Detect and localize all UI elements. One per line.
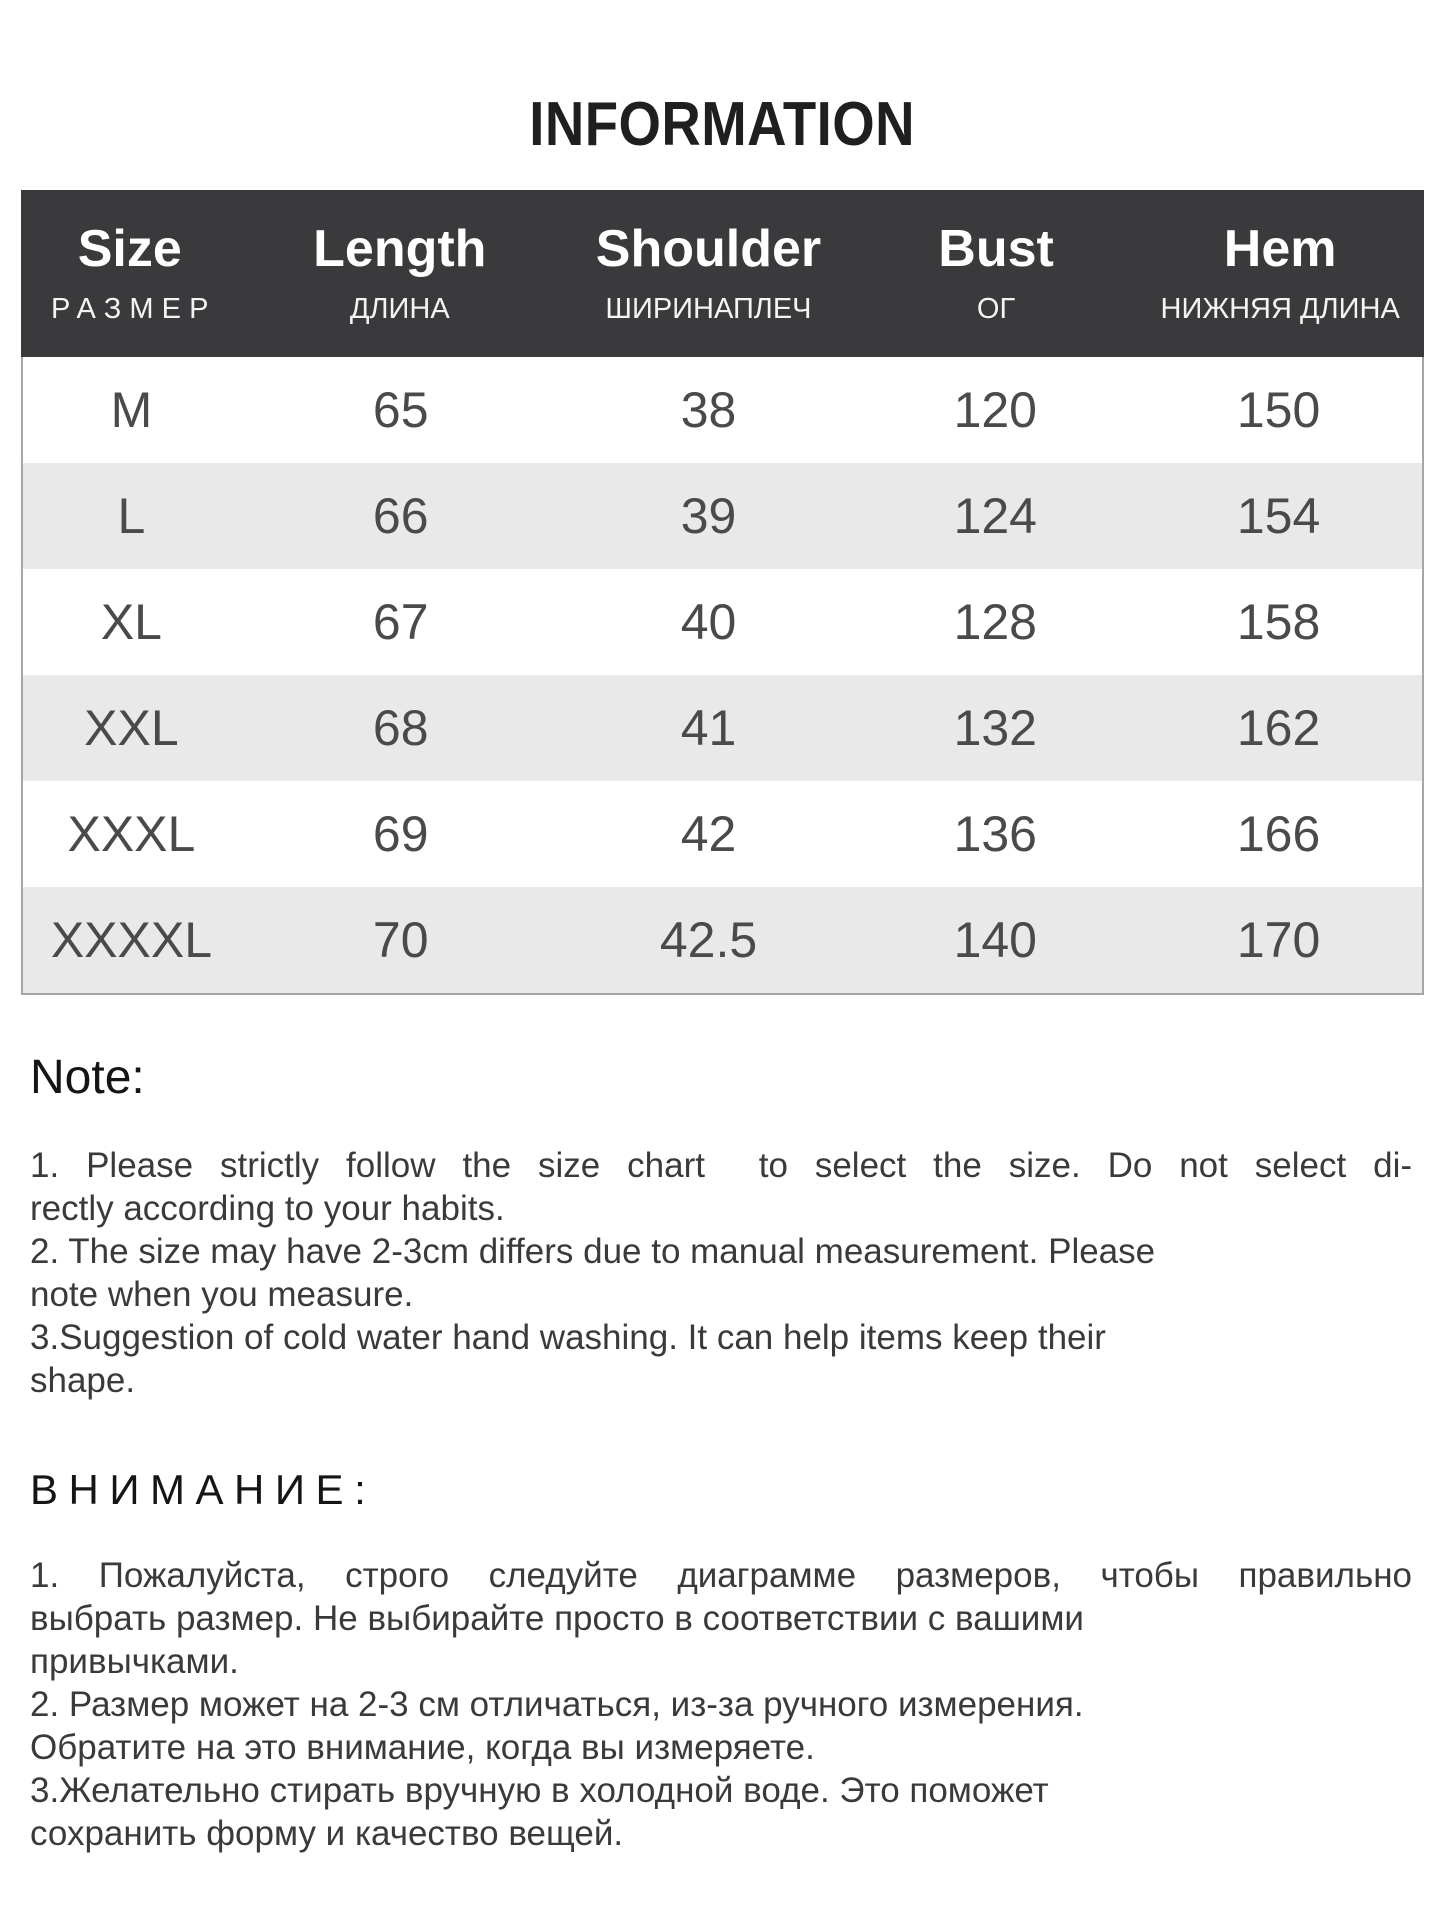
- note-line: note when you measure.: [30, 1275, 414, 1314]
- page-header: [0, 0, 1445, 160]
- column-sublabel-bust: ОГ: [976, 293, 1016, 325]
- column-sublabel-hem: НИЖНЯЯ ДЛИНА: [1160, 293, 1400, 325]
- length-cell: 65: [372, 382, 429, 438]
- note-heading: Note:: [30, 1051, 145, 1104]
- column-label-size: Size: [77, 220, 182, 278]
- attention-heading: ВНИМАНИЕ:: [30, 1466, 377, 1513]
- hem-cell: 166: [1236, 806, 1321, 862]
- size-cell: XXL: [84, 700, 179, 756]
- shoulder-cell: 38: [680, 382, 737, 438]
- column-sublabel-size: РАЗМЕР: [51, 293, 217, 325]
- note-line: shape.: [30, 1361, 136, 1400]
- column-label-length: Length: [313, 220, 487, 278]
- table-row-xxxxl: [23, 887, 1422, 993]
- shoulder-cell: 41: [680, 700, 737, 756]
- bust-cell: 140: [953, 912, 1037, 968]
- table-row-l: [23, 463, 1422, 569]
- attention-line: сохранить форму и качество вещей.: [30, 1814, 624, 1853]
- attention-line: 3.Желательно стирать вручную в холодной воде. Это поможет: [30, 1771, 1049, 1810]
- size-chart-table: [21, 190, 1424, 995]
- header-cell-shoulder: [561, 190, 856, 357]
- hem-cell: 170: [1236, 912, 1321, 968]
- column-label-hem: Hem: [1223, 220, 1337, 278]
- shoulder-cell: 40: [680, 594, 737, 650]
- length-cell: 67: [372, 594, 429, 650]
- hem-cell: 150: [1236, 382, 1321, 438]
- shoulder-cell: 42: [680, 806, 737, 862]
- length-cell: 66: [372, 488, 429, 544]
- column-sublabel-shoulder: ШИРИНАПЛЕЧ: [605, 293, 812, 325]
- length-cell: 70: [372, 912, 429, 968]
- header-cell-bust: [856, 190, 1137, 357]
- size-cell: XL: [100, 594, 162, 650]
- size-cell: M: [110, 382, 153, 438]
- note-paragraph-en: [30, 1144, 1412, 1402]
- hem-cell: 158: [1236, 594, 1321, 650]
- attention-line: привычками.: [30, 1642, 239, 1681]
- note-line: rectly according to your habits.: [30, 1189, 505, 1228]
- hem-cell: 154: [1236, 488, 1321, 544]
- attention-line: Обратите на это внимание, когда вы измеряете.: [30, 1728, 815, 1767]
- attention-line: 2. Размер может на 2-3 см отличаться, из-за ручного измерения.: [30, 1685, 1084, 1724]
- column-label-shoulder: Shoulder: [595, 220, 822, 278]
- bust-cell: 132: [953, 700, 1037, 756]
- note-line: 3.Suggestion of cold water hand washing. It can help items keep their: [30, 1318, 1106, 1357]
- hem-cell: 162: [1236, 700, 1321, 756]
- header-cell-length: [238, 190, 561, 357]
- bust-cell: 136: [953, 806, 1037, 862]
- attention-line: выбрать размер. Не выбирайте просто в соответствии с вашими: [30, 1599, 1084, 1638]
- attention-line: 1. Пожалуйста, строго следуйте диаграмме размеров, чтобы правильно: [30, 1556, 1412, 1595]
- bust-cell: 120: [953, 382, 1037, 438]
- note-paragraph-ru: [30, 1554, 1412, 1855]
- shoulder-cell: 42.5: [659, 912, 758, 968]
- header-cell-size: [21, 190, 238, 357]
- column-label-bust: Bust: [938, 220, 1054, 278]
- length-cell: 68: [372, 700, 429, 756]
- size-chart-body: [23, 357, 1422, 993]
- shoulder-cell: 39: [680, 488, 737, 544]
- note-line: 2. The size may have 2-3cm differs due to manual measurement. Please: [30, 1232, 1156, 1271]
- size-chart-header-row: [21, 190, 1424, 357]
- table-row-xl: [23, 569, 1422, 675]
- note-line: 1. Please strictly follow the size chart to select the size. Do not select di-: [30, 1146, 1412, 1185]
- size-cell: L: [117, 488, 146, 544]
- bust-cell: 128: [953, 594, 1037, 650]
- column-sublabel-length: ДЛИНА: [349, 293, 450, 325]
- table-row-xxxl: [23, 781, 1422, 887]
- header-cell-hem: [1136, 190, 1424, 357]
- page-title: INFORMATION: [529, 90, 916, 159]
- bust-cell: 124: [953, 488, 1037, 544]
- notes-section: [30, 1052, 1412, 1855]
- table-row-m: [23, 357, 1422, 463]
- size-cell: XXXL: [67, 806, 196, 862]
- size-cell: XXXXL: [50, 912, 213, 968]
- table-row-xxl: [23, 675, 1422, 781]
- length-cell: 69: [372, 806, 429, 862]
